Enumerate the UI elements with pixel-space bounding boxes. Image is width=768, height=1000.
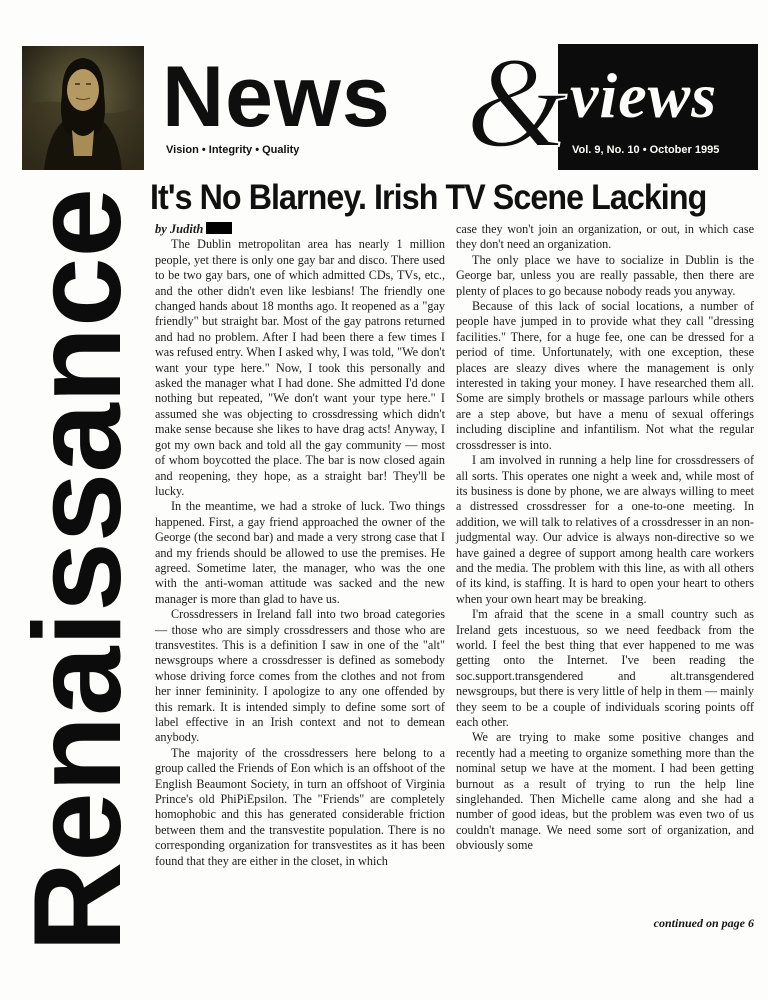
- article-paragraph: The majority of the crossdressers here belong to a group called the Friends of Eon which is an offshoot of the English Beaumont Society, in turn an offshoot of Virginia Prince's old PhiPiEpsilon. The "Friends" are completely homophobic and this has generated considerable friction between them and the transvestite population. There is no corresponding organization for transvestites as it has been found that they are either in the closet, in which: [155, 745, 445, 868]
- banner-news-title: News: [162, 49, 391, 145]
- article-column-left: [155, 222, 445, 869]
- article-paragraph: case they won't join an organization, or out, in which case they don't need an organization.: [456, 222, 754, 252]
- portrait-image: [22, 46, 144, 170]
- banner-tagline: Vision • Integrity • Quality: [166, 144, 300, 156]
- article-paragraph: I'm afraid that the scene in a small country such as Ireland gets incestuous, so we need feedback from the world. I feel the best thing that ever happened to me was getting onto the Internet. I've been reading the soc.support.transgendered and alt.transgendered newsgroups, but there is very little of help in them — mainly they seem to be a couple of individuals scoring points off each other.: [456, 607, 754, 729]
- article-paragraph: Crossdressers in Ireland fall into two broad categories — those who are simply crossdressers and those who are transvestites. This is a definition I saw in one of the "alt" newsgroups where a crossdresser is defined as somebody whose driving force comes from the clothes and not from her inner femininity. I apologize to any one offended by this remark. It is intended simply to define some sort of label effective in an Irish context and not to demean anybody.: [155, 607, 445, 745]
- issue-info: Vol. 9, No. 10 • October 1995: [572, 144, 720, 156]
- continued-link[interactable]: continued on page 6: [653, 916, 754, 930]
- article-paragraph: We are trying to make some positive changes and recently had a meeting to organize something more than the nominal setup we have at the moment. I had been getting burnout as a result of trying to run the help line singlehanded. Then Michelle came along and she had a number of good ideas, but the problem was even two of us couldn't manage. We need some sort of organization, and obviously some: [456, 730, 754, 853]
- header-banner: [162, 31, 758, 175]
- redaction-bar: [206, 222, 232, 234]
- banner-ampersand: &: [466, 31, 568, 175]
- vertical-title-text: Renaissance: [9, 193, 147, 952]
- article-paragraph: Because of this lack of social locations, a number of people have jumped in to provide what they call "dressing facilities." There, for a huge fee, one can be dressed for a period of time. Unfortunately, with one exception, these places are sleazy dives where the management is only interested in taking your money. I have researched them all. Some are simply brothels or massage parlours while others are a step above, but have a menu of sexual offerings including discipline and infantilism. Not what the regular crossdresser is into.: [456, 299, 754, 452]
- byline-text: by Judith: [155, 222, 204, 236]
- article-byline: [155, 222, 445, 237]
- mona-lisa-portrait: [22, 46, 144, 170]
- article-paragraph: The Dublin metropolitan area has nearly 1 million people, yet there is only one gay bar and disco. There used to be two gay bars, one of which admitted CDs, TVs, etc., and the other didn't even like lesbians! The friendly one changed hands about 18 months ago. It reopened as a "gay friendly" but straight bar. Most of the gay patrons returned and had no problem. After I had been there a few times I was refused entry. When I asked why, I was told, "We don't want your type here." Now, I took this personally and asked the manager what I had done. She admitted I'd done nothing but repeated, "We don't want your type here." I assumed she was objecting to crossdressing which didn't make sense because she likes to have drag acts! Anyway, I got my own back and told all the gay community — most of whom boycotted the place. The bar is now closed again and reopening, they hope, as a straight bar! They'll be lucky.: [155, 237, 445, 498]
- vertical-masthead: [9, 186, 147, 954]
- article-headline: It's No Blarney. Irish TV Scene Lacking: [150, 178, 707, 217]
- article-paragraph: In the meantime, we had a stroke of luck. Two things happened. First, a gay friend approached the owner of the George (the second bar) and made a very strong case that I and my friends should be allowed to use the premises. He agreed. Sometime later, the manager, who was the one with the anti-woman attitude was sacked and the new manager is more than glad to have us.: [155, 499, 445, 606]
- banner-views-title: views: [570, 60, 718, 131]
- article-paragraph: I am involved in running a help line for crossdressers of all sorts. This operates one night a week and, while most of its business is done by phone, we are always willing to meet a distressed crossdresser for a one-to-one meeting. In addition, we will talk to relatives of a crossdresser in an non-judgmental way. Our advice is always non-directive so we have gained a degree of support among health care workers and the media. The problem with this line, as with all others of its kind, is staffing. It is hard to open your heart to others when your own heart may be breaking.: [456, 453, 754, 606]
- article-column-right: [456, 222, 754, 854]
- article-paragraph: The only place we have to socialize in Dublin is the George bar, unless you are really passable, then there are plenty of places to go because nobody reads you anyway.: [456, 252, 754, 298]
